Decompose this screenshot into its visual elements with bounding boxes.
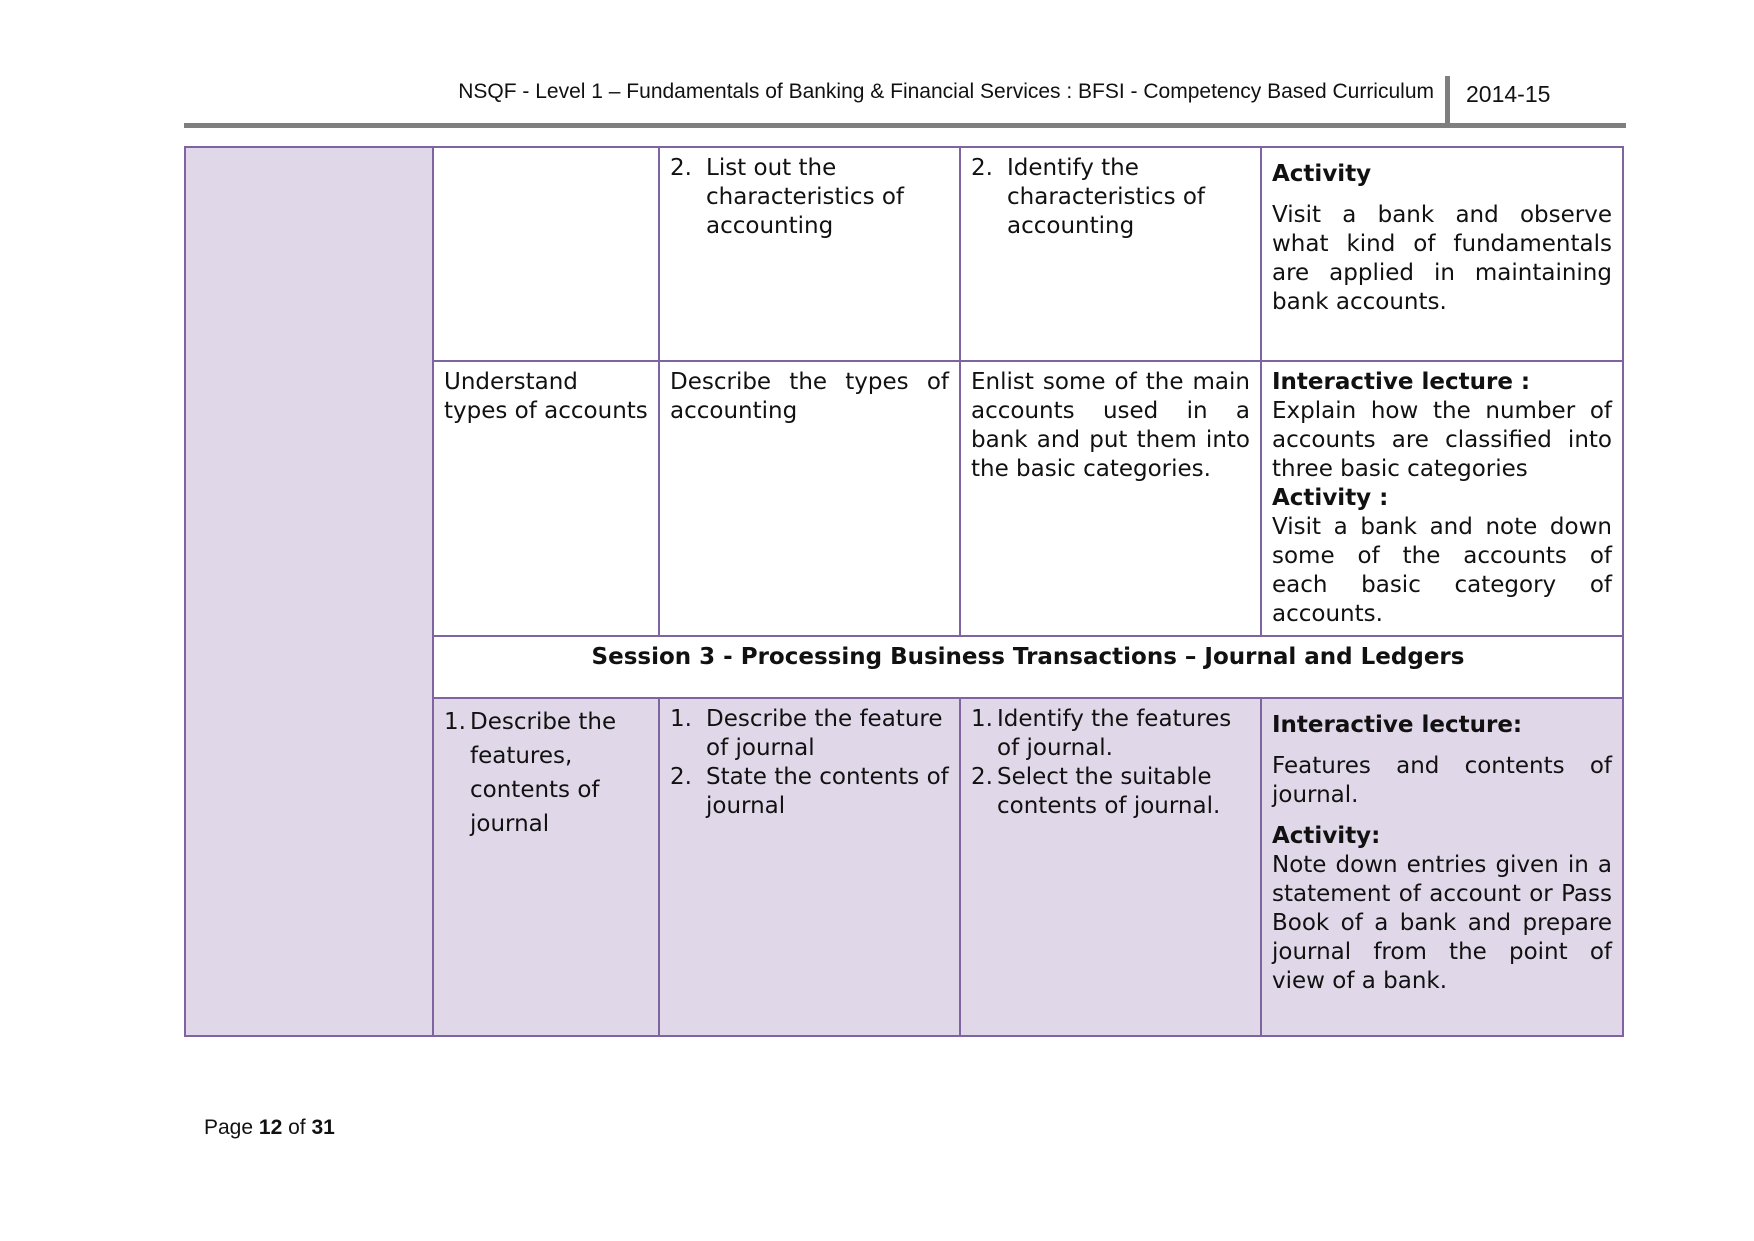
performance-cell (960, 698, 1261, 1036)
knowledge-cell (659, 147, 960, 361)
footer-total-pages: 31 (311, 1116, 335, 1139)
teaching-cell (1261, 361, 1623, 636)
header-separator (1445, 76, 1450, 123)
footer-prefix: Page (204, 1116, 254, 1139)
list-item: 1. Describe the feature of journal (670, 706, 943, 761)
header-title: NSQF - Level 1 – Fundamentals of Banking & Financial Services : BFSI - Competency Based Curriculum (458, 80, 1434, 103)
activity-text: Note down entries given in a statement of account or Pass Book of a bank and prepare journal from the point of view of a bank. (1272, 852, 1612, 994)
performance-cell (960, 147, 1261, 361)
activity-heading: Activity: (1272, 823, 1381, 849)
activity-heading: Activity (1272, 161, 1372, 187)
lecture-heading: Interactive lecture : (1272, 369, 1531, 395)
knowledge-cell: Describe the types of accounting (659, 361, 960, 636)
learning-outcome-cell (433, 147, 659, 361)
knowledge-cell (659, 698, 960, 1036)
teaching-cell (1261, 147, 1623, 361)
unit-cell (185, 147, 433, 1036)
table-row (185, 147, 1623, 361)
curriculum-table (184, 146, 1624, 1037)
list-item: 1. Identify the features of journal. (971, 706, 1232, 761)
lecture-text: Features and contents of journal. (1272, 753, 1612, 808)
activity-text: Visit a bank and note down some of the accounts of each basic category of accounts. (1272, 514, 1612, 627)
performance-cell: Enlist some of the main accounts used in a bank and put them into the basic categories. (960, 361, 1261, 636)
footer-page-number: 12 (258, 1116, 283, 1139)
activity-heading: Activity : (1272, 485, 1389, 511)
list-item: 2. Identify the characteristics of accounting (971, 155, 1206, 239)
lecture-text: Explain how the number of accounts are classified into three basic categories (1272, 398, 1612, 482)
list-item: 2. Select the suitable contents of journal. (971, 764, 1221, 819)
header-year: 2014-15 (1466, 81, 1551, 107)
learning-outcome-cell: Understand types of accounts (433, 361, 659, 636)
page-footer (204, 1116, 335, 1140)
session-title: Session 3 - Processing Business Transactions – Journal and Ledgers (433, 636, 1623, 698)
activity-text: Visit a bank and observe what kind of fundamentals are applied in maintaining bank accounts. (1272, 202, 1612, 315)
lecture-heading: Interactive lecture: (1272, 712, 1523, 738)
list-item: 2. List out the characteristics of accounting (670, 155, 905, 239)
list-item: 2. State the contents of journal (670, 764, 949, 819)
page-header (184, 76, 1626, 128)
teaching-cell (1261, 698, 1623, 1036)
learning-outcome-cell (433, 698, 659, 1036)
footer-of: of (288, 1116, 306, 1139)
list-item: 1. Describe the features, contents of journal (444, 709, 617, 837)
